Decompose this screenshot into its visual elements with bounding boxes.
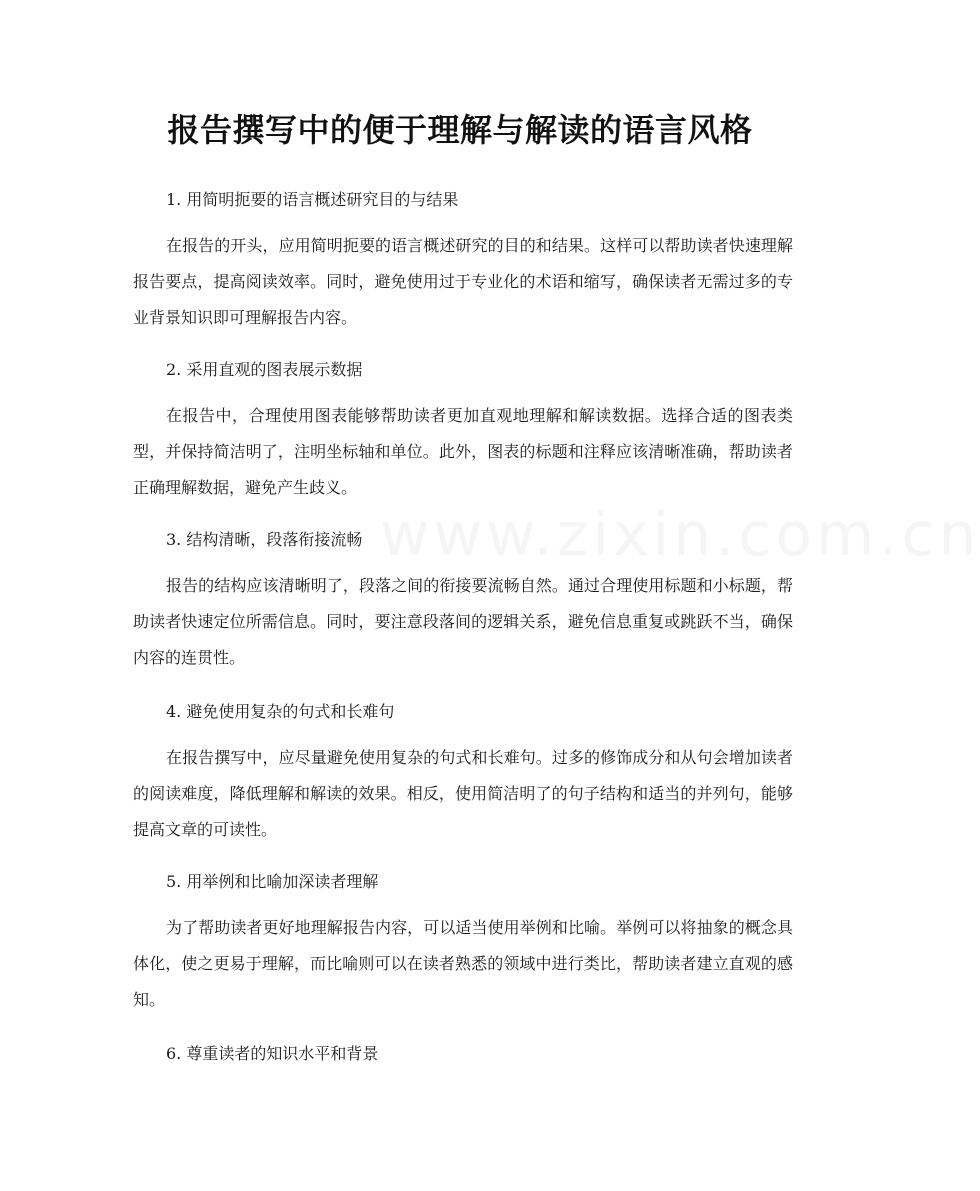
section-heading: 5. 用举例和比喻加深读者理解	[166, 872, 379, 891]
section-1	[133, 188, 793, 336]
section-2	[133, 358, 793, 506]
section-6	[133, 1042, 793, 1066]
section-heading: 6. 尊重读者的知识水平和背景	[166, 1044, 379, 1063]
document-title: 报告撰写中的便于理解与解读的语言风格	[167, 111, 753, 149]
section-3	[133, 528, 793, 676]
section-heading: 1. 用简明扼要的语言概述研究目的与结果	[166, 190, 459, 209]
section-paragraph: 在报告的开头，应用简明扼要的语言概述研究的目的和结果。这样可以帮助读者快速理解报告要点，提高阅读效率。同时，避免使用过于专业化的术语和缩写，确保读者无需过多的专业背景知识即可理解报告内容。	[133, 236, 793, 327]
section-paragraph: 报告的结构应该清晰明了，段落之间的衔接要流畅自然。通过合理使用标题和小标题，帮助读者快速定位所需信息。同时，要注意段落间的逻辑关系，避免信息重复或跳跃不当，确保内容的连贯性。	[133, 576, 793, 667]
section-5	[133, 870, 793, 1018]
section-paragraph: 在报告中，合理使用图表能够帮助读者更加直观地理解和解读数据。选择合适的图表类型，并保持简洁明了，注明坐标轴和单位。此外，图表的标题和注释应该清晰准确，帮助读者正确理解数据，避免产生歧义。	[133, 406, 793, 497]
section-heading: 3. 结构清晰，段落衔接流畅	[166, 530, 363, 549]
section-paragraph: 为了帮助读者更好地理解报告内容，可以适当使用举例和比喻。举例可以将抽象的概念具体化，使之更易于理解，而比喻则可以在读者熟悉的领域中进行类比，帮助读者建立直观的感知。	[133, 918, 793, 1009]
section-paragraph: 在报告撰写中，应尽量避免使用复杂的句式和长难句。过多的修饰成分和从句会增加读者的阅读难度，降低理解和解读的效果。相反，使用简洁明了的句子结构和适当的并列句，能够提高文章的可读性。	[133, 748, 793, 839]
watermark: www.zixin.com.cn	[380, 500, 980, 570]
section-heading: 4. 避免使用复杂的句式和长难句	[166, 702, 395, 721]
section-heading: 2. 采用直观的图表展示数据	[166, 360, 363, 379]
section-4	[133, 700, 793, 848]
